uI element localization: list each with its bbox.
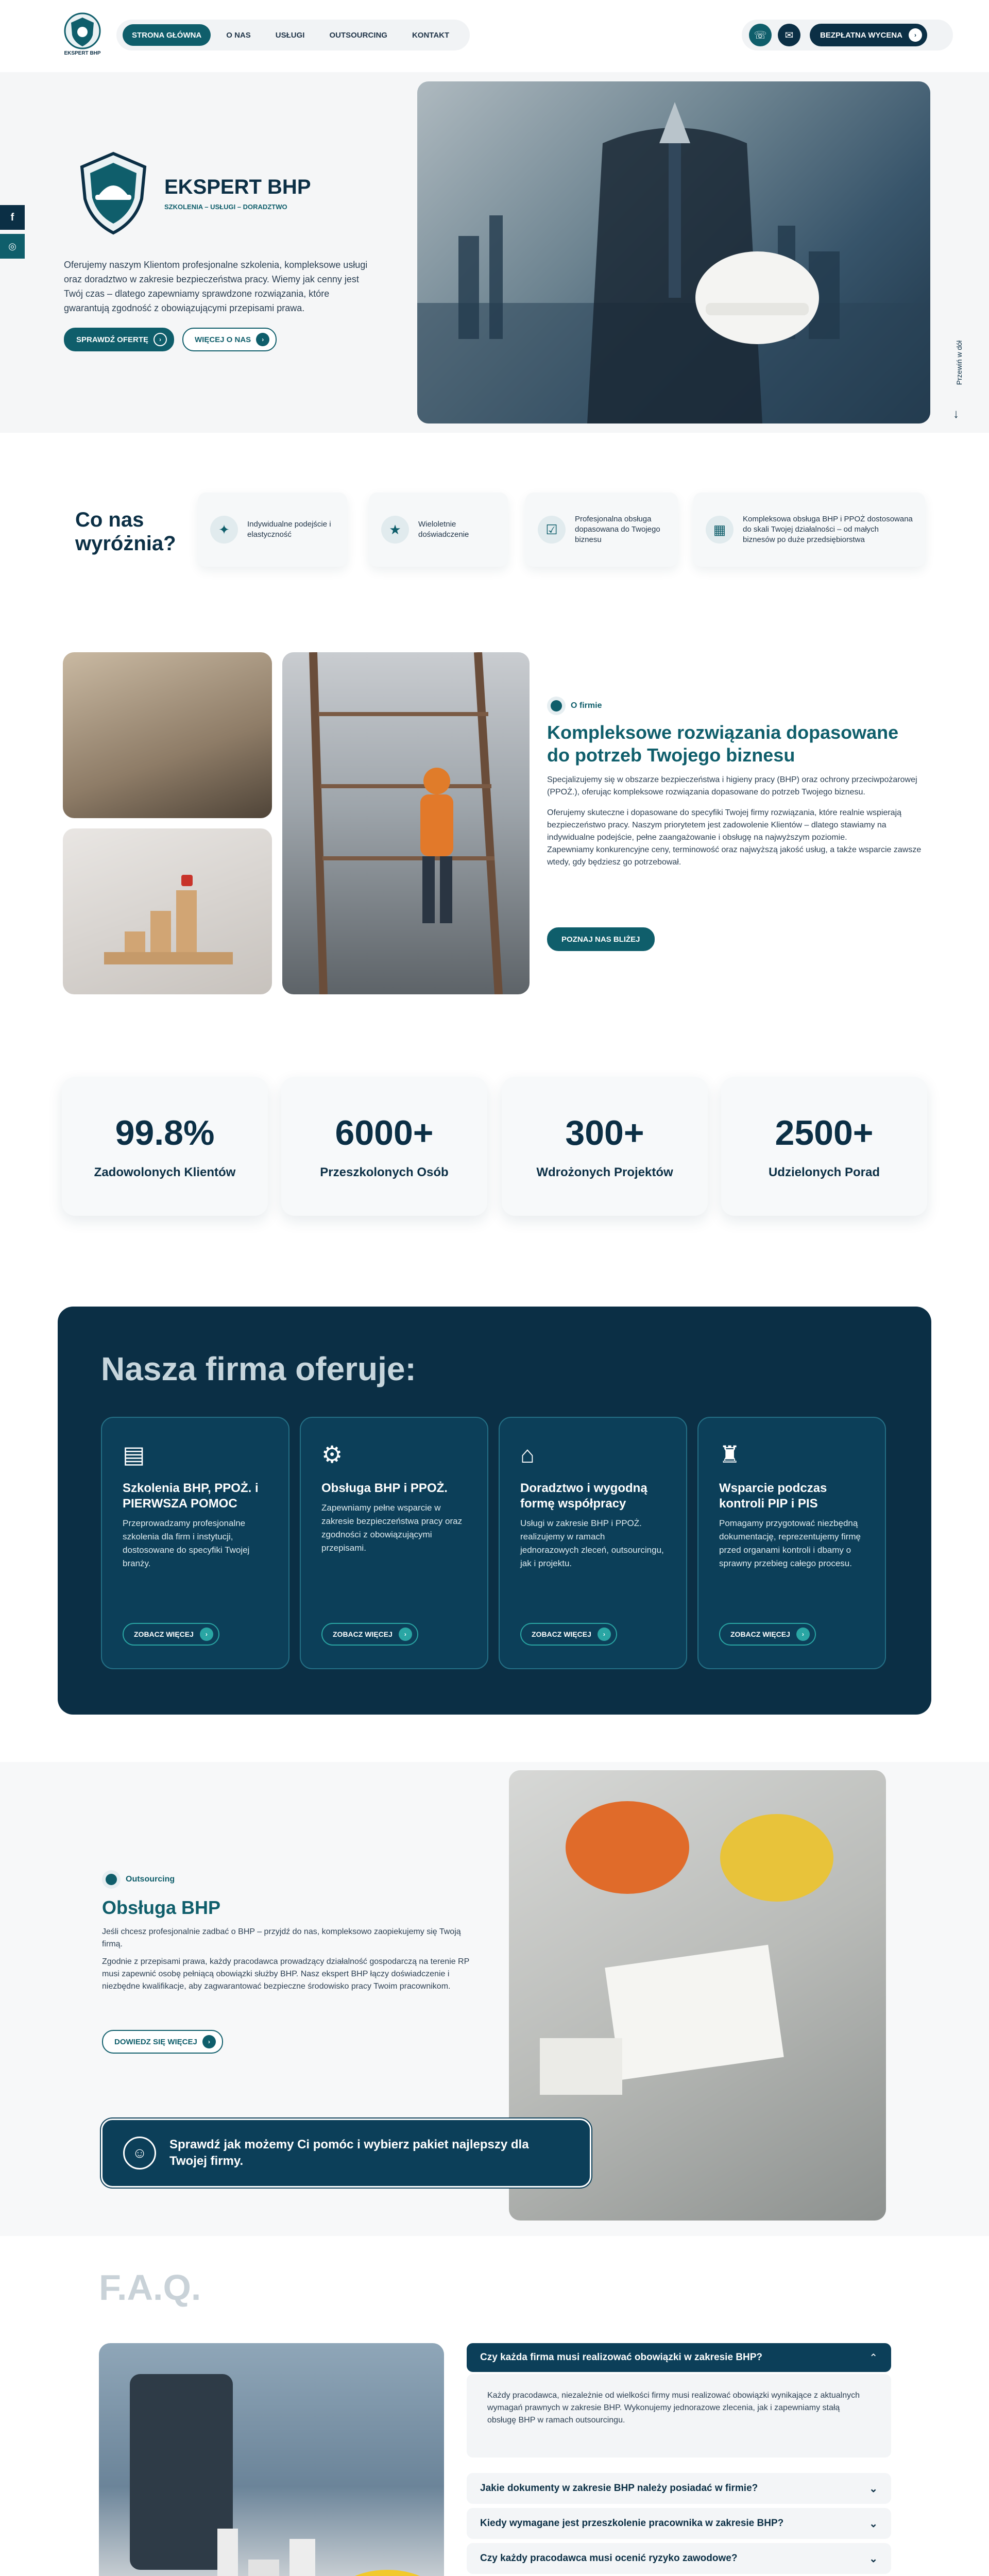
stat-projects-label: Wdrożonych Projektów — [536, 1165, 673, 1179]
faq-open-answer — [467, 2374, 891, 2458]
about-tag-label: O firmie — [571, 701, 602, 710]
packages-banner-text: Sprawdź jak możemy Ci pomóc i wybierz pakiet najlepszy dla Twojej firmy. — [169, 2138, 529, 2168]
offer-card-inspection — [697, 1417, 886, 1669]
offer-card-consulting — [499, 1417, 687, 1669]
know-us-label: POZNAJ NAS BLIŻEJ — [561, 935, 640, 944]
free-quote-label: BEZPŁATNA WYCENA — [820, 30, 902, 40]
stat-advice — [721, 1077, 927, 1216]
tag-dot-icon — [547, 697, 566, 715]
why-us-title: Co nas wyróżnia? — [75, 509, 176, 555]
outsourcing-tag-label: Outsourcing — [126, 1875, 175, 1884]
tag-dot-icon — [102, 1870, 121, 1889]
see-more-label: ZOBACZ WIĘCEJ — [134, 1630, 194, 1638]
faq-question-text: Jakie dokumenty w zakresie BHP należy posiadać w firmie? — [480, 2483, 758, 2494]
inspection-icon: ♜ — [719, 1441, 741, 1468]
stat-clients-value: 99.8% — [115, 1113, 215, 1153]
outsourcing-paragraph-2: Zgodnie z przepisami prawa, każdy pracodawca prowadzący działalność gospodarczą na terenie RP musi zapewnić osobę pełniącą obowiązki służby BHP. Nasz ekspert BHP łączy doświadczenie i niezbędne kwalifikacje, aby zagwarantować bezpieczne środowisko pracy Twoim pracownikom. — [102, 1957, 469, 1991]
arrow-right-icon: › — [909, 28, 922, 42]
facebook-icon[interactable]: f — [0, 205, 25, 230]
social-sidebar — [0, 205, 25, 259]
hero-description: Oferujemy naszym Klientom profesjonalne szkolenia, kompleksowe usługi oraz doradztwo w zakresie bezpieczeństwa pracy. Wiemy jak cenny jest Twój czas – dlatego zapewniamy sprawdzone rozwiązania, które gwarantują zgodność z obowiązującymi przepisami prawa. — [64, 260, 368, 313]
see-more-button[interactable] — [520, 1623, 617, 1646]
about-title: Kompleksowe rozwiązania dopasowane do potrzeb Twojego biznesu — [547, 722, 899, 766]
arrow-down-icon: ↓ — [953, 407, 959, 421]
outsourcing-tag — [102, 1870, 175, 1889]
scroll-down[interactable] — [951, 330, 966, 428]
consulting-icon: ⌂ — [520, 1441, 535, 1468]
faq-open-question[interactable] — [467, 2343, 891, 2372]
scroll-down-label: Przewiń w dół — [955, 340, 963, 385]
more-about-button[interactable] — [182, 328, 277, 351]
faq-question-text: Kiedy wymagane jest przeszkolenie pracownika w zakresie BHP? — [480, 2518, 784, 2529]
hero-logo — [75, 149, 343, 237]
arrow-right-icon: › — [796, 1628, 810, 1641]
offer-card-service — [300, 1417, 488, 1669]
about-photo-office — [63, 652, 272, 818]
flexibility-icon: ✦ — [210, 516, 238, 544]
faq-illustration — [99, 2343, 444, 2576]
offer-card-text: Zapewniamy pełne wsparcie w zakresie bezpieczeństwa pracy oraz zgodności z obowiązującymi przepisami. — [321, 1503, 463, 1553]
arrow-right-icon: › — [200, 1628, 213, 1641]
hero-illustration — [417, 81, 930, 423]
stat-trained-value: 6000+ — [335, 1113, 434, 1153]
faq-open-question-text: Czy każda firma musi realizować obowiązki w zakresie BHP? — [480, 2352, 763, 2363]
why-card-4 — [693, 493, 925, 567]
worker-illustration — [282, 652, 530, 994]
faq-title: F.A.Q. — [99, 2267, 201, 2308]
nav-services[interactable]: USŁUGI — [275, 30, 305, 40]
arrow-right-icon: › — [399, 1628, 412, 1641]
see-more-button[interactable] — [321, 1623, 418, 1646]
offer-card-training — [101, 1417, 289, 1669]
check-offer-label: SPRAWDŹ OFERTĘ — [76, 335, 149, 344]
about-photo-worker — [282, 652, 530, 994]
offer-card-title: Szkolenia BHP, PPOŻ. i PIERWSZA POMOC — [123, 1481, 259, 1511]
why-card-3-text: Profesjonalna obsługa dopasowana do Twojego biznesu — [575, 515, 660, 544]
chevron-down-icon: ⌄ — [869, 2553, 878, 2565]
about-photo-blocks — [63, 828, 272, 994]
about-tag — [547, 697, 602, 715]
why-card-1 — [198, 493, 347, 567]
why-card-3 — [525, 493, 678, 567]
why-card-1-text: Indywidualne podejście i elastyczność — [247, 520, 331, 539]
chevron-down-icon: ⌄ — [869, 2483, 878, 2495]
outsourcing-title: Obsługa BHP — [102, 1897, 221, 1918]
chevron-down-icon: ⌄ — [869, 2518, 878, 2530]
building-icon: ▦ — [706, 516, 734, 544]
stat-advice-value: 2500+ — [775, 1113, 874, 1153]
service-icon: ☑ — [538, 516, 566, 544]
nav-outsourcing[interactable]: OUTSOURCING — [329, 30, 387, 40]
offer-card-text: Przeprowadzamy profesjonalne szkolenia dla firm i instytucji, dostosowane do specyfiki Twojej branży. — [123, 1518, 250, 1568]
blocks-illustration — [63, 828, 272, 994]
stat-projects — [502, 1077, 708, 1216]
faq-open-answer-text: Każdy pracodawca, niezależnie od wielkości firmy musi realizować obowiązki wynikające z aktualnych wymagań prawnych w zakresie BHP. Wykonujemy jednorazowe zlecenia, jak i zapewniamy stałą obsługę BHP w ramach outsourcingu. — [487, 2391, 860, 2425]
hero-shield-icon — [75, 149, 152, 237]
free-quote-button[interactable] — [810, 24, 927, 46]
header-actions — [742, 20, 953, 50]
see-more-label: ZOBACZ WIĘCEJ — [333, 1630, 393, 1638]
faq-photo — [99, 2343, 444, 2576]
nav-home[interactable]: STRONA GŁÓWNA — [123, 24, 211, 46]
learn-more-button[interactable] — [102, 2030, 223, 2054]
nav-about[interactable]: O NAS — [226, 30, 251, 40]
about-paragraph-3: Zapewniamy konkurencyjne ceny, terminowość oraz najwyższą jakość usług, a także wsparcie zawsze wtedy, gdy będziesz go potrzebował. — [547, 845, 922, 867]
hero-logo-title: EKSPERT BHP — [164, 176, 311, 198]
see-more-button[interactable] — [123, 1623, 219, 1646]
check-offer-button[interactable] — [64, 328, 174, 351]
instagram-icon[interactable]: ◎ — [0, 234, 25, 259]
see-more-label: ZOBACZ WIĘCEJ — [532, 1630, 591, 1638]
outsourcing-text — [102, 1926, 481, 1993]
see-more-label: ZOBACZ WIĘCEJ — [730, 1630, 790, 1638]
arrow-right-icon: › — [256, 333, 269, 346]
hero-logo-subtitle: SZKOLENIA – USŁUGI – DORADZTWO — [164, 203, 287, 211]
arrow-right-icon: › — [202, 2035, 216, 2048]
support-icon: ☺ — [123, 2137, 156, 2170]
arrow-right-icon: › — [598, 1628, 611, 1641]
see-more-button[interactable] — [719, 1623, 816, 1646]
outsourcing-paragraph-1: Jeśli chcesz profesjonalnie zadbać o BHP – przyjdź do nas, kompleksowo zaopiekujemy się Twoją firmą. — [102, 1927, 461, 1948]
know-us-button[interactable] — [547, 927, 655, 951]
stat-clients — [62, 1077, 268, 1216]
hero-image — [417, 81, 930, 423]
logo-text: EKSPERT BHP — [64, 50, 101, 56]
offer-card-title: Wsparcie podczas kontroli PIP i PIS — [719, 1481, 827, 1511]
learn-more-label: DOWIEDZ SIĘ WIĘCEJ — [114, 2037, 197, 2046]
stat-projects-value: 300+ — [565, 1113, 644, 1153]
faq-question-2[interactable] — [467, 2508, 891, 2539]
faq-question-3[interactable] — [467, 2543, 891, 2574]
offer-card-title: Doradztwo i wygodną formę współpracy — [520, 1481, 647, 1511]
offer-card-title: Obsługa BHP i PPOŻ. — [321, 1481, 448, 1495]
main-nav — [116, 20, 470, 50]
about-text — [547, 774, 927, 869]
stat-clients-label: Zadowolonych Klientów — [94, 1165, 236, 1179]
experience-icon: ★ — [381, 516, 409, 544]
stat-trained-label: Przeszkolonych Osób — [320, 1165, 449, 1179]
chevron-up-icon: ⌃ — [869, 2352, 878, 2364]
site-logo[interactable] — [62, 12, 103, 62]
why-card-2 — [369, 493, 508, 567]
about-paragraph-2: Oferujemy skuteczne i dopasowane do specyfiki Twojej firmy rozwiązania, które realnie wspierają bezpieczeństwo pracy. Naszym priorytetem jest zadowolenie Klientów – dlatego stawiamy na indywidualne podejście, pełne zaangażowanie i obsługę na najwyższym poziomie. — [547, 808, 902, 842]
mail-icon[interactable]: ✉ — [778, 24, 800, 46]
faq-question-text: Czy każdy pracodawca musi ocenić ryzyko zawodowe? — [480, 2553, 738, 2564]
nav-contact[interactable]: KONTAKT — [412, 30, 450, 40]
why-card-4-text: Kompleksowa obsługa BHP i PPOŻ dostosowana do skali Twojej działalności – od małych biznesów po duże przedsiębiorstwa — [743, 515, 913, 544]
training-icon: ▤ — [123, 1441, 145, 1468]
stat-advice-label: Udzielonych Porad — [768, 1165, 880, 1179]
why-card-2-text: Wieloletnie doświadczenie — [418, 520, 469, 539]
arrow-right-icon: › — [154, 333, 167, 346]
faq-question-1[interactable] — [467, 2473, 891, 2504]
offer-card-text: Pomagamy przygotować niezbędną dokumentację, reprezentujemy firmę przed organami kontroli i dbamy o sprawny przebieg całego procesu. — [719, 1518, 861, 1568]
service-gear-icon: ⚙ — [321, 1441, 343, 1468]
phone-icon[interactable]: ☏ — [749, 24, 772, 46]
packages-banner[interactable] — [101, 2119, 591, 2188]
stat-trained — [281, 1077, 487, 1216]
more-about-label: WIĘCEJ O NAS — [195, 335, 251, 344]
about-paragraph-1: Specjalizujemy się w obszarze bezpieczeństwa i higieny pracy (BHP) oraz ochrony przeciwpożarowej (PPOŻ.), oferując kompleksowe rozwiązania dopasowane do potrzeb Twojego biznesu. — [547, 775, 917, 796]
offer-card-text: Usługi w zakresie BHP i PPOŻ. realizujemy w ramach jednorazowych zleceń, outsourcingu, jak i projektu. — [520, 1518, 664, 1568]
offer-title: Nasza firma oferuje: — [101, 1350, 416, 1387]
